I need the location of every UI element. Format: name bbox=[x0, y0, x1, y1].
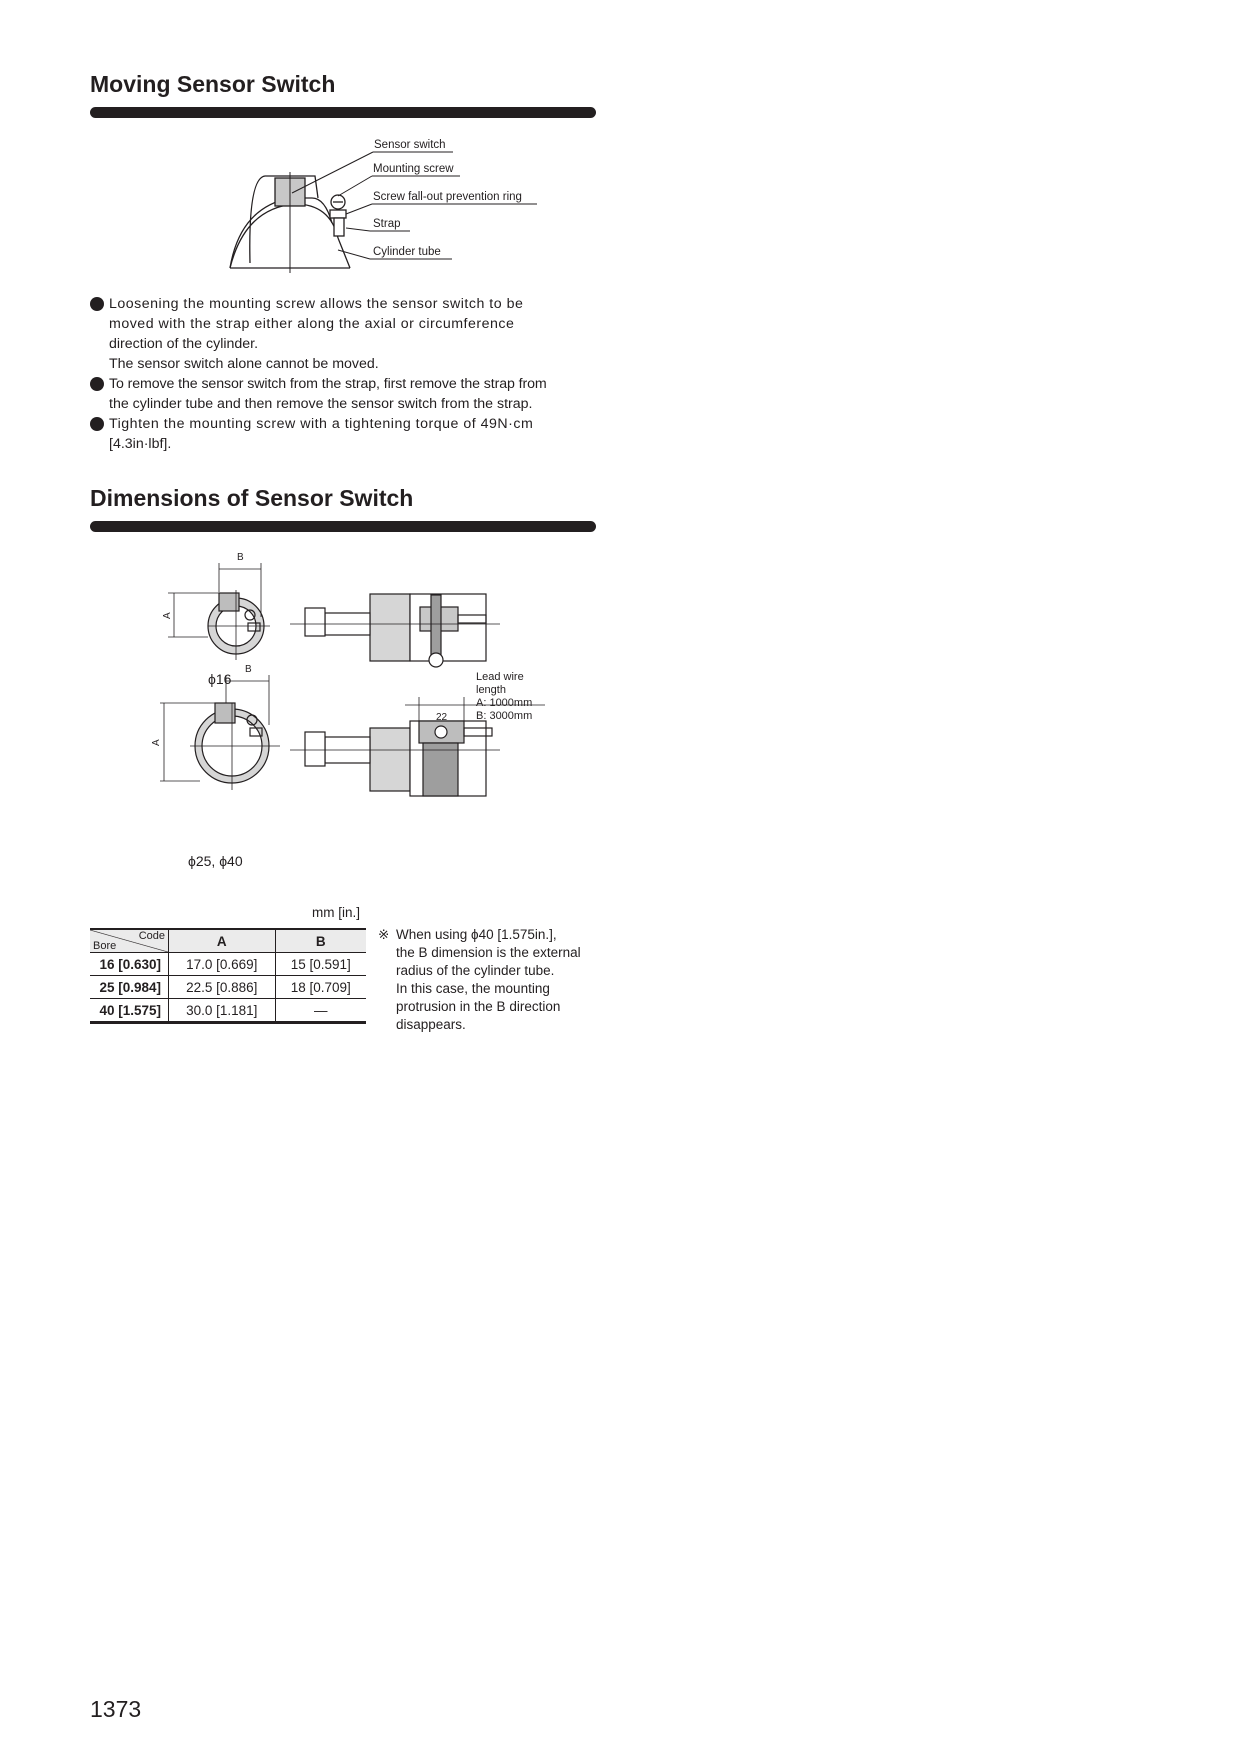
list-line: [4.3in·lbf]. bbox=[109, 436, 172, 452]
dimensions-table bbox=[90, 928, 366, 1024]
section-title-moving-sensor-switch: Moving Sensor Switch bbox=[90, 71, 336, 97]
list-item bbox=[90, 414, 596, 454]
lead-wire-line: A: 1000mm bbox=[476, 697, 533, 709]
label-phi25-40: ϕ25, ϕ40 bbox=[188, 853, 243, 869]
table-corner-cell bbox=[90, 929, 169, 953]
lead-wire-line: B: 3000mm bbox=[476, 710, 533, 722]
footnote-mark: ※ bbox=[378, 927, 390, 942]
bullet-icon bbox=[90, 297, 104, 311]
section-rule bbox=[90, 107, 596, 118]
list-line: Loosening the mounting screw allows the sensor switch to be bbox=[109, 296, 524, 312]
footnote-line: radius of the cylinder tube. bbox=[396, 963, 555, 978]
list-line: To remove the sensor switch from the strap, first remove the strap from bbox=[109, 376, 547, 392]
label-strap: Strap bbox=[373, 218, 401, 230]
phi25-side-body bbox=[370, 728, 410, 791]
list-line: moved with the strap either along the axial or circumference bbox=[109, 316, 515, 332]
bullet-icon bbox=[90, 377, 104, 391]
moving-sensor-switch-diagram bbox=[220, 138, 550, 286]
column-header-a: A bbox=[169, 929, 276, 953]
label-cylinder-tube: Cylinder tube bbox=[373, 246, 441, 258]
cell-bore: 40 [1.575] bbox=[90, 999, 169, 1023]
section-rule bbox=[90, 521, 596, 532]
lead-wire-line: length bbox=[476, 684, 506, 696]
footnote-line: protrusion in the B direction bbox=[396, 999, 561, 1014]
cell-b: — bbox=[275, 999, 366, 1023]
cell-b: 18 [0.709] bbox=[275, 976, 366, 999]
list-item bbox=[90, 294, 596, 374]
lead-wire-line: Lead wire bbox=[476, 671, 524, 683]
label-phi16: ϕ16 bbox=[208, 671, 232, 687]
dim-label-b: B bbox=[245, 664, 252, 675]
section-title-dimensions: Dimensions of Sensor Switch bbox=[90, 485, 414, 511]
dim-label-a: A bbox=[162, 612, 173, 619]
dim-label-22: 22 bbox=[436, 712, 448, 723]
cell-b: 15 [0.591] bbox=[275, 953, 366, 976]
dim-label-a: A bbox=[151, 739, 162, 746]
instruction-list bbox=[90, 294, 596, 454]
phi16-side-body bbox=[370, 594, 410, 661]
dimensions-diagram bbox=[140, 545, 560, 885]
cell-a: 30.0 [1.181] bbox=[169, 999, 276, 1023]
bullet-icon bbox=[90, 417, 104, 431]
list-line: direction of the cylinder. bbox=[109, 336, 259, 352]
label-ring: Screw fall-out prevention ring bbox=[373, 191, 522, 203]
list-line: the cylinder tube and then remove the sensor switch from the strap. bbox=[109, 396, 533, 412]
list-item bbox=[90, 374, 596, 414]
column-header-b: B bbox=[275, 929, 366, 953]
table-row bbox=[90, 953, 366, 976]
footnote-line: disappears. bbox=[396, 1017, 466, 1032]
footnote-line: In this case, the mounting bbox=[396, 981, 550, 996]
cell-a: 22.5 [0.886] bbox=[169, 976, 276, 999]
footnote-line: the B dimension is the external bbox=[396, 945, 581, 960]
list-line: Tighten the mounting screw with a tightening torque of 49N·cm bbox=[109, 416, 534, 432]
corner-code-label: Code bbox=[138, 930, 165, 942]
dim-label-b: B bbox=[237, 552, 244, 563]
cell-bore: 25 [0.984] bbox=[90, 976, 169, 999]
label-mounting-screw: Mounting screw bbox=[373, 163, 454, 175]
cell-a: 17.0 [0.669] bbox=[169, 953, 276, 976]
corner-bore-label: Bore bbox=[93, 940, 117, 952]
table-row bbox=[90, 976, 366, 999]
list-line: The sensor switch alone cannot be moved. bbox=[109, 356, 379, 372]
table-header-row bbox=[90, 929, 366, 953]
table-row bbox=[90, 999, 366, 1023]
cell-bore: 16 [0.630] bbox=[90, 953, 169, 976]
footnote-line: When using ϕ40 [1.575in.], bbox=[396, 927, 557, 942]
label-sensor-switch: Sensor switch bbox=[374, 139, 446, 151]
unit-label: mm [in.] bbox=[312, 905, 361, 920]
footnote bbox=[378, 926, 598, 1034]
page-number: 1373 bbox=[90, 1696, 142, 1722]
